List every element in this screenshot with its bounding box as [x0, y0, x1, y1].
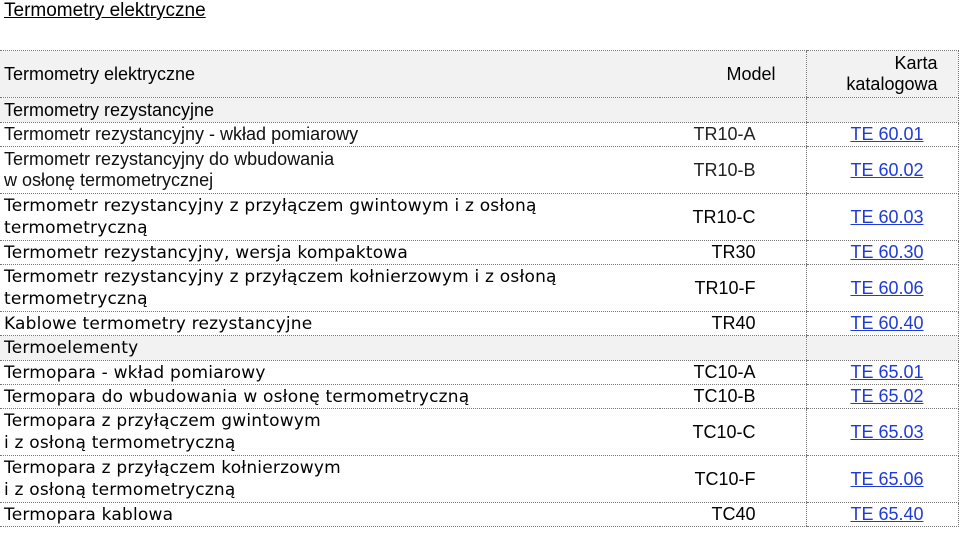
catalog-card-cell — [806, 456, 958, 503]
catalog-card-cell — [806, 147, 958, 194]
product-name-cell — [0, 123, 660, 147]
product-name: Kablowe termometry rezystancyjne — [4, 313, 313, 334]
product-name-cell — [0, 312, 660, 336]
catalog-card-cell — [806, 265, 958, 312]
table-header-row — [0, 51, 958, 98]
product-name: Termopara z przyłączem gwintowym i z osłoną termometryczną — [4, 411, 321, 453]
product-model: TR10-B — [660, 147, 806, 194]
table-row — [0, 194, 958, 241]
product-name: Termopara - wkład pomiarowy — [4, 362, 266, 383]
catalog-card-link[interactable]: TE 60.02 — [850, 159, 924, 180]
page-title: Termometry elektryczne — [4, 0, 206, 21]
product-name-cell — [0, 241, 660, 265]
section-label — [0, 336, 660, 361]
product-name-cell — [0, 361, 660, 385]
catalog-table-body — [0, 51, 958, 527]
catalog-card-link[interactable]: TE 60.30 — [850, 242, 924, 262]
table-row — [0, 409, 958, 456]
catalog-card-cell — [806, 409, 958, 456]
table-row — [0, 503, 958, 527]
product-model: TC10-F — [660, 456, 806, 503]
table-row — [0, 456, 958, 503]
catalog-card-link[interactable]: TE 60.01 — [850, 124, 924, 144]
column-header-card — [806, 51, 958, 98]
product-model: TC10-B — [660, 385, 806, 409]
column-header-card-line2: katalogowa — [846, 74, 938, 94]
catalog-card-cell — [806, 312, 958, 336]
product-name: Termometr rezystancyjny, wersja kompaktowa — [4, 242, 409, 263]
catalog-card-cell — [806, 194, 958, 241]
section-label-text: Termoelementy — [4, 338, 139, 358]
catalog-card-link[interactable]: TE 65.02 — [850, 386, 924, 406]
product-name: Termometr rezystancyjny z przyłączem gwintowym i z osłoną termometryczną — [4, 196, 537, 238]
product-name: Termopara z przyłączem kołnierzowym i z osłoną termometryczną — [4, 458, 341, 500]
section-empty-cell — [660, 98, 806, 123]
table-row — [0, 265, 958, 312]
catalog-card-cell — [806, 123, 958, 147]
section-empty-cell — [660, 336, 806, 361]
product-model: TC10-A — [660, 361, 806, 385]
product-name-cell — [0, 147, 660, 194]
catalog-card-link[interactable]: TE 60.03 — [850, 206, 924, 227]
catalog-card-link[interactable]: TE 65.40 — [850, 504, 924, 524]
product-name-cell — [0, 265, 660, 312]
product-model: TC40 — [660, 503, 806, 527]
product-model: TR10-A — [660, 123, 806, 147]
table-row — [0, 123, 958, 147]
product-name: Termometr rezystancyjny - wkład pomiarowy — [4, 124, 359, 144]
product-model: TR10-F — [660, 265, 806, 312]
product-name-cell — [0, 385, 660, 409]
column-header-card-line1: Karta — [894, 53, 938, 73]
catalog-card-cell — [806, 385, 958, 409]
product-model: TR40 — [660, 312, 806, 336]
catalog-card-cell — [806, 503, 958, 527]
catalog-card-cell — [806, 241, 958, 265]
product-name-cell — [0, 456, 660, 503]
table-row — [0, 147, 958, 194]
product-name: Termopara kablowa — [4, 504, 174, 525]
catalog-table — [0, 50, 959, 527]
product-model: TR10-C — [660, 194, 806, 241]
product-name: Termometr rezystancyjny do wbudowania w osłonę termometrycznej — [4, 149, 335, 190]
product-name-cell — [0, 194, 660, 241]
catalog-card-link[interactable]: TE 65.03 — [850, 421, 924, 442]
catalog-card-link[interactable]: TE 65.01 — [850, 362, 924, 382]
catalog-card-link[interactable]: TE 60.40 — [850, 313, 924, 333]
product-name: Termometr rezystancyjny z przyłączem kołnierzowym i z osłoną termometryczną — [4, 267, 557, 309]
product-model: TR30 — [660, 241, 806, 265]
product-model: TC10-C — [660, 409, 806, 456]
product-name-cell — [0, 503, 660, 527]
column-header-name: Termometry elektryczne — [0, 51, 660, 98]
section-empty-cell — [806, 336, 958, 361]
table-row — [0, 312, 958, 336]
section-header-row — [0, 336, 958, 361]
catalog-card-cell — [806, 361, 958, 385]
product-name: Termopara do wbudowania w osłonę termometryczną — [4, 386, 470, 407]
catalog-card-link[interactable]: TE 60.06 — [850, 277, 924, 298]
section-header-row — [0, 98, 958, 123]
product-name-cell — [0, 409, 660, 456]
table-row — [0, 385, 958, 409]
section-label: Termometry rezystancyjne — [0, 98, 660, 123]
section-empty-cell — [806, 98, 958, 123]
table-row — [0, 361, 958, 385]
table-row — [0, 241, 958, 265]
column-header-model: Model — [660, 51, 806, 98]
catalog-card-link[interactable]: TE 65.06 — [850, 468, 924, 489]
